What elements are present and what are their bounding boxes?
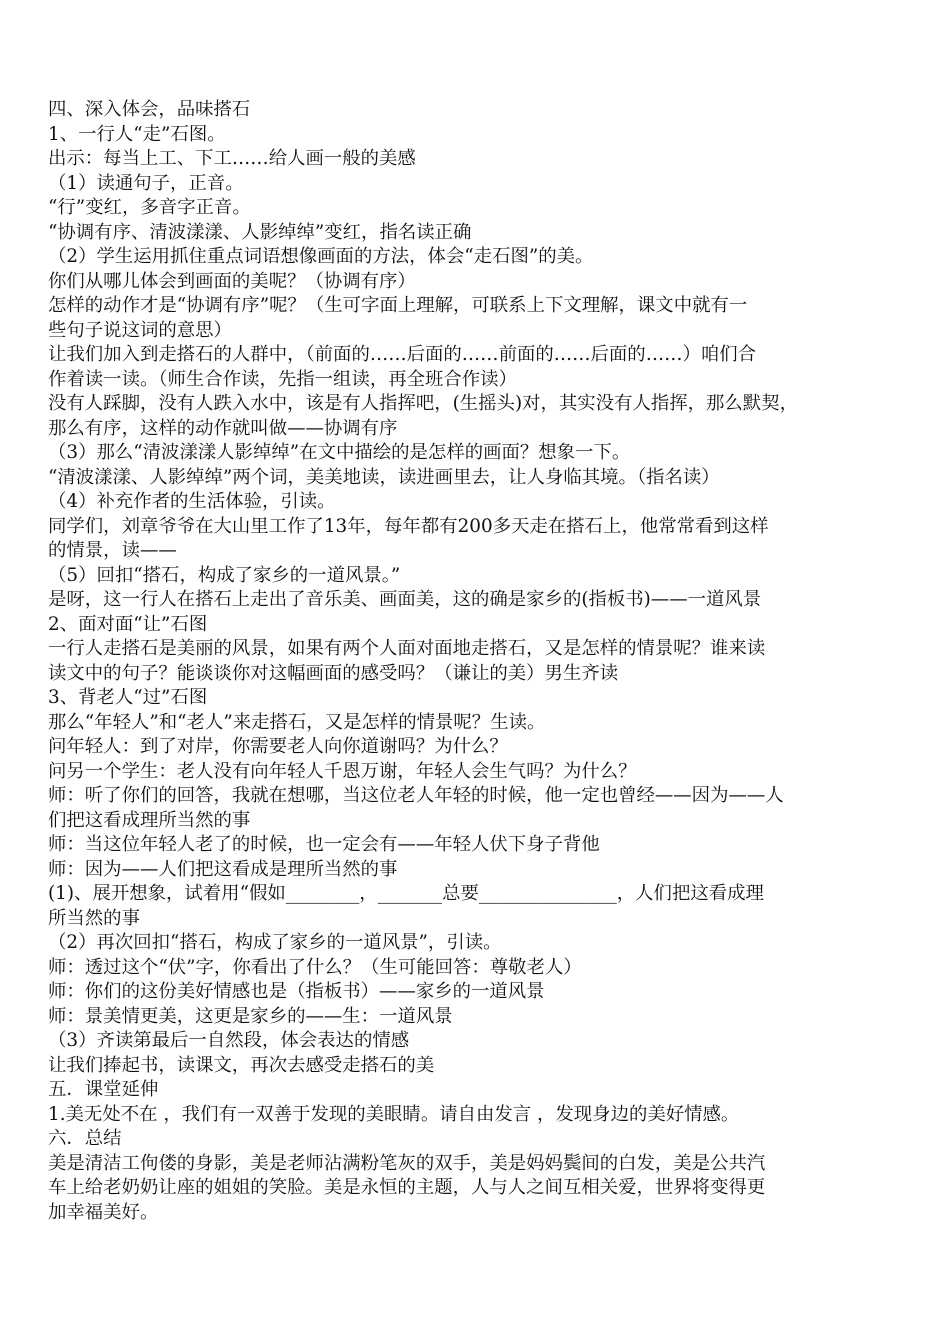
text-line: 车上给老奶奶让座的姐姐的笑脸。美是永恒的主题，人与人之间互相关爱，世界将变得更	[48, 1177, 766, 1198]
text-line: 3、背老人“过”石图	[48, 687, 208, 708]
text-line: 些句子说这词的意思）	[48, 319, 232, 341]
text-line: （2）学生运用抓住重点词语想像画面的方法，体会“走石图”的美。	[48, 246, 594, 267]
text-line: 加幸福美好。	[48, 1201, 159, 1223]
text-line: 师：景美情更美，这更是家乡的——生：一道风景	[48, 1005, 453, 1027]
text-line: 那么有序，这样的动作就叫做——协调有序	[48, 417, 398, 439]
section-heading: 五．课堂延伸	[48, 1079, 159, 1100]
text-line: （3）那么“清波漾漾人影绰绰”在文中描绘的是怎样的画面？想象一下。	[48, 442, 631, 463]
document-body	[48, 98, 910, 1225]
text-line: (1)、展开想象，试着用“假如________，_______总要_______________，人们把这看成理	[48, 883, 764, 904]
text-line: 读文中的句子？能谈谈你对这幅画面的感受吗？（谦让的美）男生齐读	[48, 662, 619, 684]
text-line: 你们从哪儿体会到画面的美呢？（协调有序）	[48, 270, 416, 292]
text-line: （5）回扣“搭石，构成了家乡的一道风景。”	[48, 564, 401, 586]
text-line: 师：透过这个“伏”字，你看出了什么？（生可能回答：尊敬老人）	[48, 956, 582, 978]
text-line: 问年轻人：到了对岸，你需要老人向你道谢吗？为什么？	[48, 736, 508, 757]
text-line: 师：你们的这份美好情感也是（指板书）——家乡的一道风景	[48, 981, 545, 1002]
text-line: 四、深入体会，品味搭石	[48, 99, 251, 120]
text-line: 没有人踩脚，没有人跌入水中，该是有人指挥吧，(生摇头)对，其实没有人指挥，那么默契，	[48, 393, 798, 414]
text-line: 师：听了你们的回答，我就在想哪，当这位老人年轻的时候，他一定也曾经——因为——人	[48, 785, 784, 806]
text-line: 是呀，这一行人在搭石上走出了音乐美、画面美，这的确是家乡的(指板书)——一道风景	[48, 589, 762, 610]
text-line: 2、面对面“让”石图	[48, 613, 208, 635]
text-line: 问另一个学生：老人没有向年轻人千恩万谢，年轻人会生气吗？为什么？	[48, 760, 637, 782]
text-line: 美是清洁工佝偻的身影，美是老师沾满粉笔灰的双手，美是妈妈鬓间的白发，美是公共汽	[48, 1152, 766, 1174]
text-line: 们把这看成理所当然的事	[48, 809, 251, 831]
text-line: 一行人走搭石是美丽的风景，如果有两个人面对面地走搭石，又是怎样的情景呢？谁来读	[48, 638, 766, 659]
text-line: 让我们加入到走搭石的人群中，（前面的……后面的……前面的……后面的……）咱们合	[48, 344, 757, 365]
text-line: 怎样的动作才是“协调有序”呢？（生可字面上理解，可联系上下文理解，课文中就有一	[48, 295, 748, 316]
text-line: “清波漾漾、人影绰绰”两个词，美美地读，读进画里去，让人身临其境。（指名读）	[48, 466, 720, 488]
text-line: 同学们，刘章爷爷在大山里工作了13年，每年都有200多天走在搭石上，他常常看到这样	[48, 515, 769, 537]
text-line: 师：因为——人们把这看成是理所当然的事	[48, 858, 398, 880]
text-line: （3）齐读第最后一自然段，体会表达的情感	[48, 1030, 410, 1051]
text-line: “协调有序、清波漾漾、人影绰绰”变红，指名读正确	[48, 221, 472, 243]
text-line: 让我们捧起书，读课文，再次去感受走搭石的美	[48, 1054, 435, 1076]
text-line: （2）再次回扣“搭石，构成了家乡的一道风景”，引读。	[48, 932, 502, 953]
text-line: （1）读通句子，正音。	[48, 172, 244, 194]
text-line: 的情景，读——	[48, 540, 177, 561]
text-line: 师：当这位年轻人老了的时候，也一定会有——年轻人伏下身子背他	[48, 834, 600, 855]
text-line: “行”变红，多音字正音。	[48, 197, 251, 218]
text-line: 1、一行人“走”石图。	[48, 123, 226, 145]
text-line: 出示：每当上工、下工……给人画一般的美感	[48, 148, 416, 169]
text-line: 1.美无处不在 ，我们有一双善于发现的美眼睛。请自由发言 ，发现身边的美好情感。	[48, 1103, 740, 1125]
section-heading: 六．总结	[48, 1128, 122, 1149]
text-line: 那么“年轻人”和“老人”来走搭石，又是怎样的情景呢？生读。	[48, 711, 546, 733]
text-line: 所当然的事	[48, 907, 140, 929]
text-line: 作着读一读。（师生合作读，先指一组读，再全班合作读）	[48, 368, 517, 390]
text-line: （4）补充作者的生活体验，引读。	[48, 491, 336, 512]
